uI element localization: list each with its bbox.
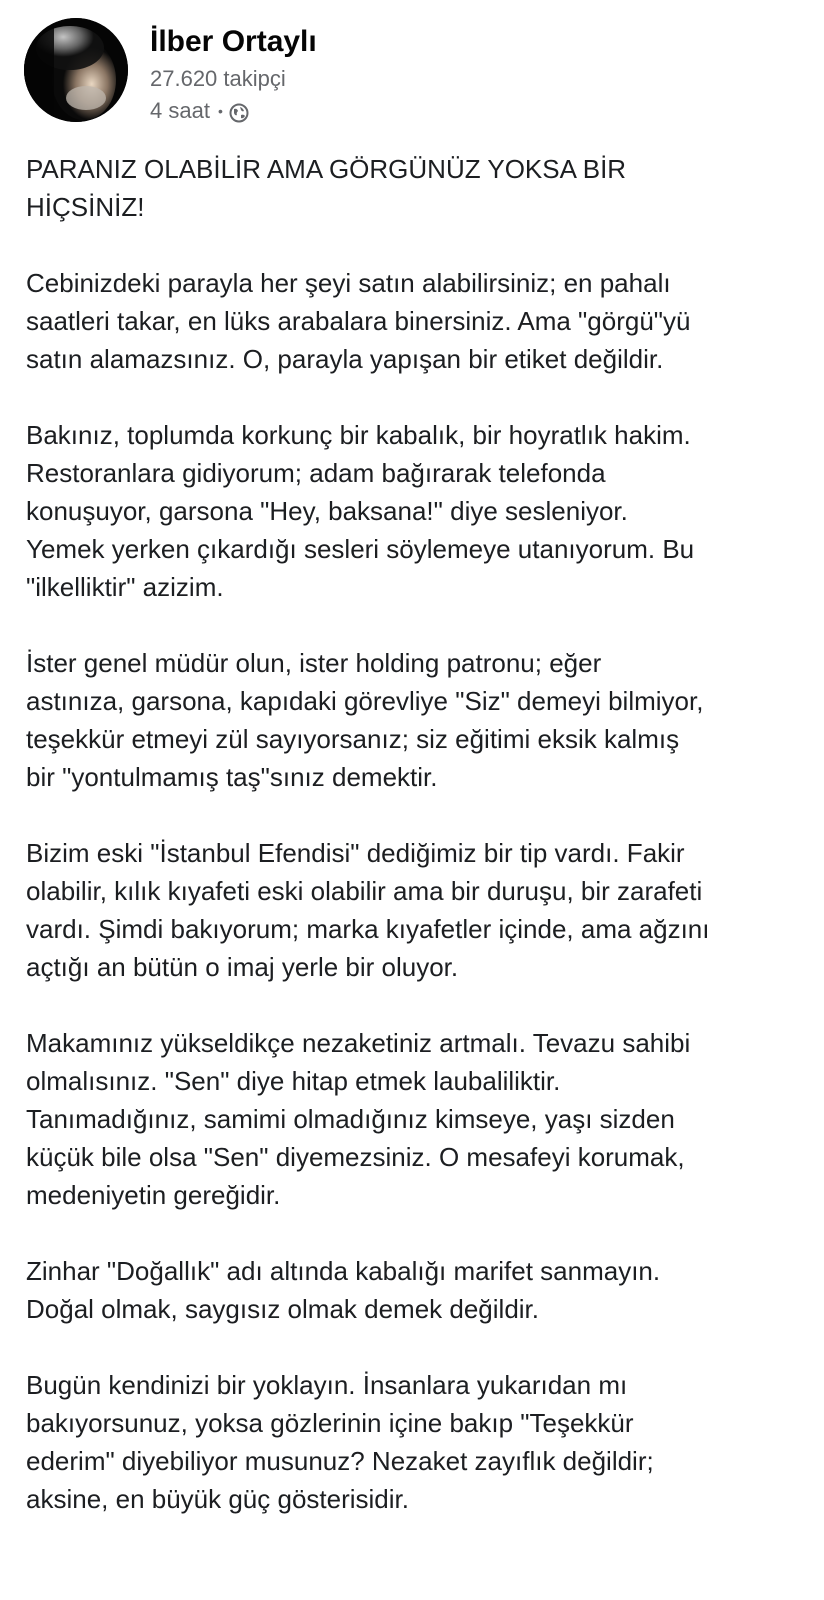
post-timestamp-row xyxy=(150,96,317,126)
separator-dot: • xyxy=(217,103,223,119)
avatar[interactable] xyxy=(24,18,128,122)
post-paragraph: Makamınız yükseldikçe nezaketiniz artmalı. Tevazu sahibi olmalısınız. "Sen" diye hitap etmek laubaliliktir. Tanımadığınız, samimi olmadığınız kimseye, yaşı sizden küçük bile olsa "Sen" diyemezsiniz. O mesafeyi korumak, medeniyetin gereğidir. xyxy=(26,1028,691,1210)
avatar-portrait-image xyxy=(24,18,128,122)
post-meta xyxy=(150,18,317,126)
post-paragraph: Cebinizdeki parayla her şeyi satın alabilirsiniz; en pahalı saatleri takar, en lüks arabalara binersiniz. Ama "görgü"yü satın alamazsınız. O, parayla yapışan bir etiket değildir. xyxy=(26,268,691,374)
globe-icon[interactable] xyxy=(229,101,249,121)
author-name[interactable]: İlber Ortaylı xyxy=(150,25,317,58)
post-title: PARANIZ OLABİLİR AMA GÖRGÜNÜZ YOKSA BİR HİÇSİNİZ! xyxy=(26,154,627,222)
post-paragraph: Bakınız, toplumda korkunç bir kabalık, bir hoyratlık hakim. Restoranlara gidiyorum; adam bağırarak telefonda konuşuyor, garsona "Hey, baksana!" diye sesleniyor. Yemek yerken çıkardığı sesleri söylemeye utanıyorum. Bu "ilkelliktir" azizim. xyxy=(26,420,695,602)
post-time[interactable]: 4 saat xyxy=(150,98,210,123)
post-paragraph: Bugün kendinizi bir yoklayın. İnsanlara yukarıdan mı bakıyorsunuz, yoksa gözlerinin içine bakıp "Teşekkür ederim" diyebiliyor musunuz? Nezaket zayıflık değildir; aksine, en büyük güç gösterisidir. xyxy=(26,1370,654,1514)
post-paragraph: Zinhar "Doğallık" adı altında kabalığı marifet sanmayın. Doğal olmak, saygısız olmak demek değildir. xyxy=(26,1256,661,1324)
post-text xyxy=(26,150,806,1556)
post-paragraph: İster genel müdür olun, ister holding patronu; eğer astınıza, garsona, kapıdaki görevliye "Siz" demeyi bilmiyor, teşekkür etmeyi zül sayıyorsanız; siz eğitimi eksik kalmış bir "yontulmamış taş"sınız demektir. xyxy=(26,648,704,792)
post-paragraph: Bizim eski "İstanbul Efendisi" dediğimiz bir tip vardı. Fakir olabilir, kılık kıyafeti eski olabilir ama bir duruşu, bir zarafeti vardı. Şimdi bakıyorum; marka kıyafetler içinde, ama ağzını açtığı an bütün o imaj yerle bir oluyor. xyxy=(26,838,710,982)
follower-count[interactable]: 27.620 takipçi xyxy=(150,66,286,91)
post-header xyxy=(24,18,317,128)
